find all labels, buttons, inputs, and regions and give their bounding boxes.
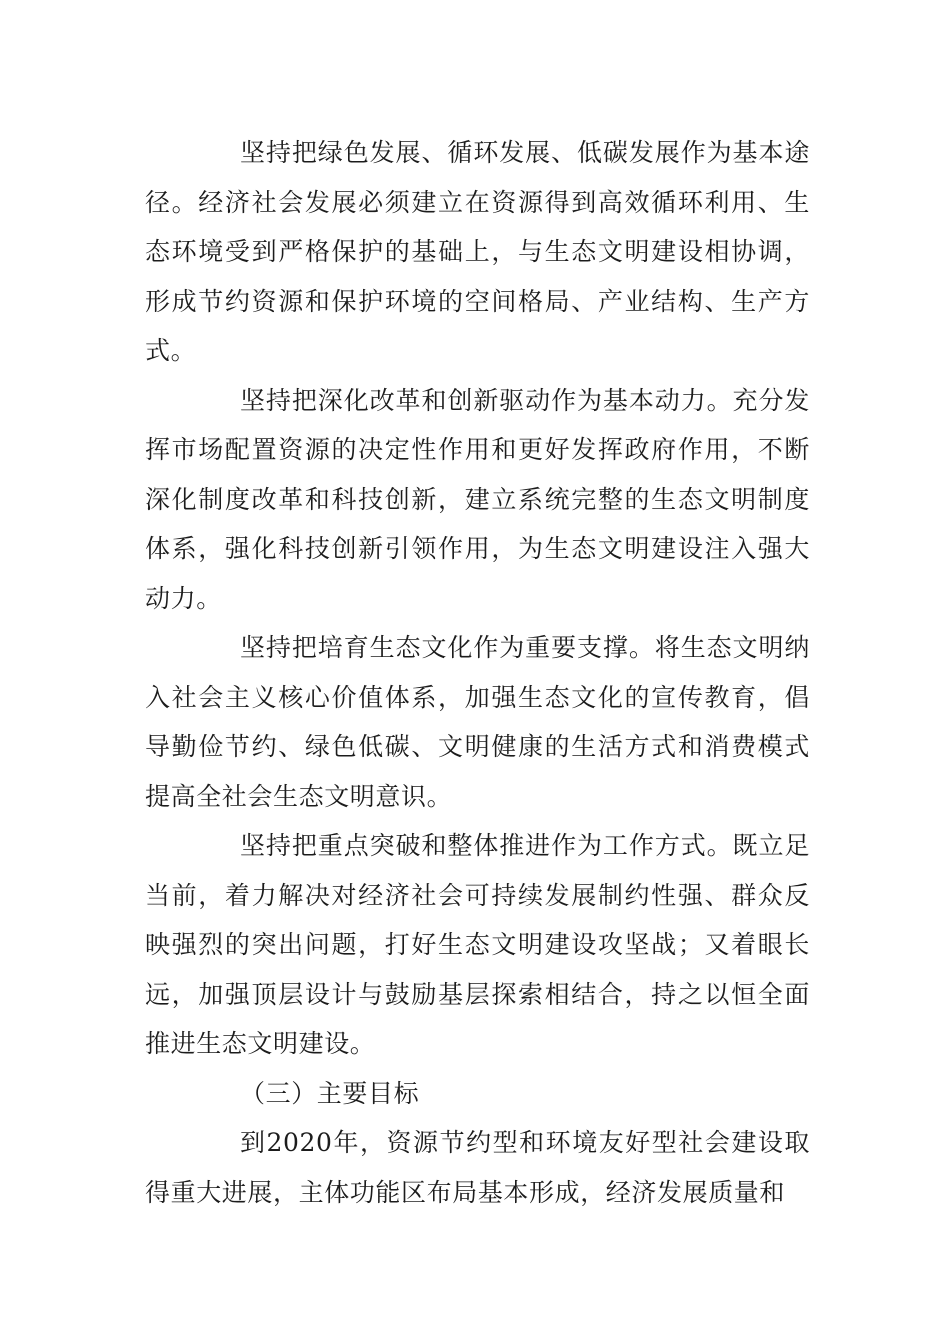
document-body <box>145 128 810 1217</box>
paragraph-goals-2020: 到2020年，资源节约型和环境友好型社会建设取得重大进展，主体功能区布局基本形成，经济发展质量和 <box>145 1128 810 1207</box>
paragraph-green-development: 坚持把绿色发展、循环发展、低碳发展作为基本途径。经济社会发展必须建立在资源得到高效循环利用、生态环境受到严格保护的基础上，与生态文明建设相协调，形成节约资源和保护环境的空间格局、产业结构、生产方式。 <box>145 138 810 365</box>
paragraph-ecological-culture: 坚持把培育生态文化作为重要支撑。将生态文明纳入社会主义核心价值体系，加强生态文化的宣传教育，倡导勤俭节约、绿色低碳、文明健康的生活方式和消费模式提高全社会生态文明意识。 <box>145 633 810 811</box>
paragraph-reform-innovation: 坚持把深化改革和创新驱动作为基本动力。充分发挥市场配置资源的决定性作用和更好发挥政府作用，不断深化制度改革和科技创新，建立系统完整的生态文明制度体系，强化科技创新引领作用，为生态文明建设注入强大动力。 <box>145 385 810 613</box>
paragraph-key-breakthrough: 坚持把重点突破和整体推进作为工作方式。既立足当前，着力解决对经济社会可持续发展制约性强、群众反映强烈的突出问题，打好生态文明建设攻坚战；又着眼长远，加强顶层设计与鼓励基层探索相结合，持之以恒全面推进生态文明建设。 <box>145 831 810 1058</box>
section-heading-main-goals: （三）主要目标 <box>240 1078 420 1108</box>
